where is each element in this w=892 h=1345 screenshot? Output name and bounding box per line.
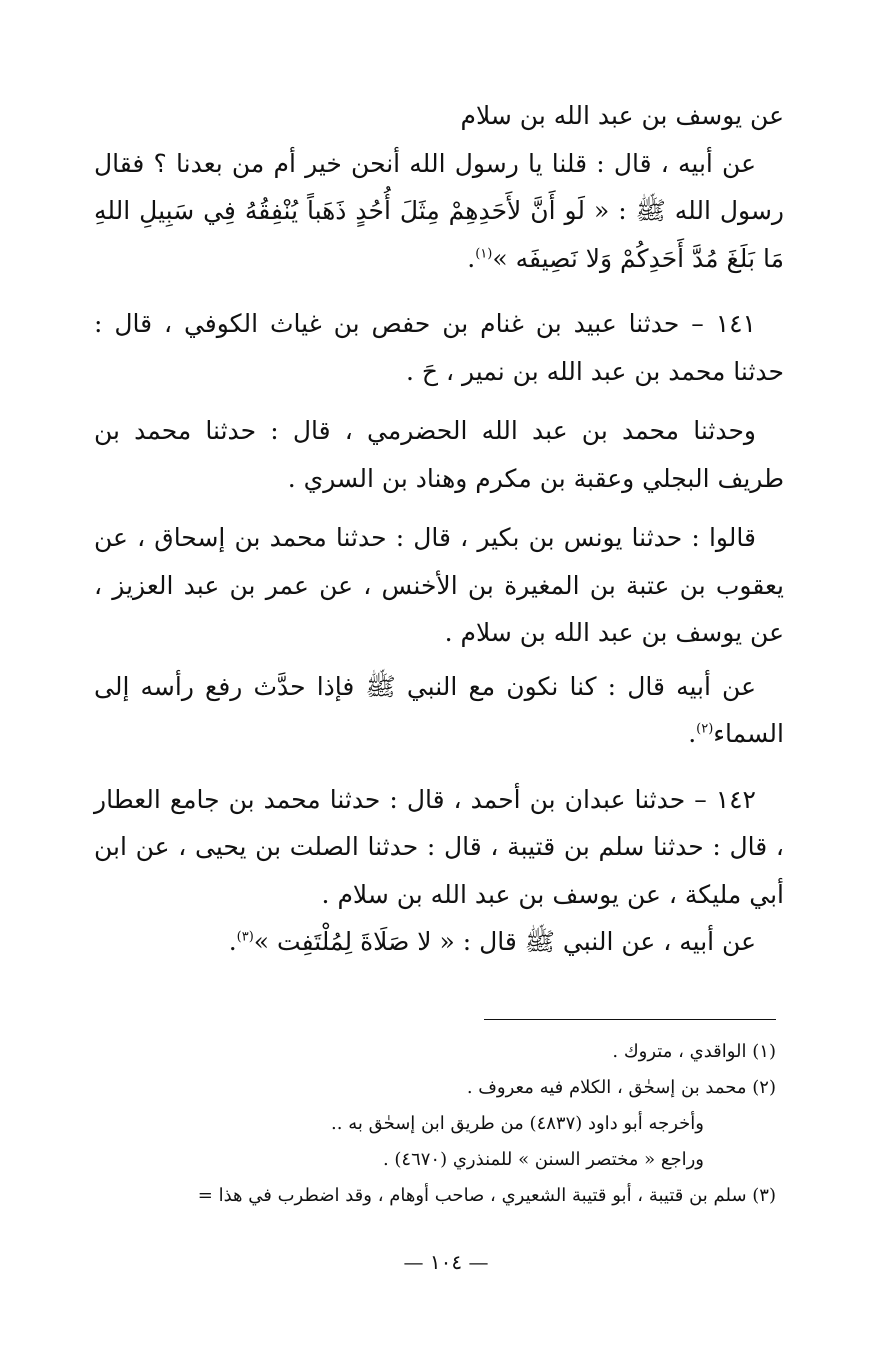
main-text <box>94 92 784 966</box>
period: . <box>688 719 697 748</box>
paragraph-hadith-140-matn <box>94 140 784 283</box>
paragraph-text: عن يوسف بن عبد الله بن سلام <box>460 101 784 130</box>
footnote-2: (٢) محمد بن إسحٰق ، الكلام فيه معروف . <box>466 1077 776 1098</box>
footnote-separator <box>484 1019 776 1020</box>
paragraph-text: عن أبيه ، قال : قلنا يا رسول الله أنحن خير أم من بعدنا ؟ فقال رسول الله ﷺ : « لَو أَنَّ لأَحَدِهِمْ مِثَلَ أُحُدٍ ذَهَباً يُنْفِقُهُ فِي سَبِيلِ اللهِ مَا بَلَغَ مُدَّ أَحَدِكُمْ وَلا نَصِيفَه » <box>94 148 784 273</box>
footnote-2-line-2: وأخرجه أبو داود (٤٨٣٧) من طريق ابن إسحٰق به .. <box>331 1113 704 1134</box>
paragraph-text: ١٤١ – حدثنا عبيد بن غنام بن حفص بن غياث الكوفي ، قال : حدثنا محمد بن عبد الله بن نمير ، حَ . <box>94 309 784 386</box>
paragraph-hadith-141-common-chain <box>94 514 784 657</box>
footnote-mark-3: (٣) <box>236 929 254 945</box>
footnote-1: (١) الواقدي ، متروك . <box>612 1041 776 1062</box>
footnote-2-line-3: وراجع « مختصر السنن » للمنذري (٤٦٧٠) . <box>382 1149 704 1170</box>
page-number: — ١٠٤ — <box>403 1250 489 1274</box>
paragraph-hadith-142-matn <box>94 918 784 966</box>
paragraph-isnad-continuation <box>94 92 784 140</box>
footnotes <box>86 1034 776 1214</box>
paragraph-hadith-141-matn <box>94 663 784 758</box>
period: . <box>228 927 237 956</box>
paragraph-hadith-142 <box>94 776 784 919</box>
paragraph-text: عن أبيه قال : كنا نكون مع النبي ﷺ فإذا حدَّث رفع رأسه إلى السماء <box>94 671 784 748</box>
period: . <box>467 243 476 273</box>
footnote-mark-2: (٢) <box>696 721 714 737</box>
paragraph-hadith-141-second-chain <box>94 407 784 502</box>
footnote-3: (٣) سلم بن قتيبة ، أبو قتيبة الشعيري ، صاحب أوهام ، وقد اضطرب في هذا = <box>197 1185 776 1206</box>
paragraph-text: عن أبيه ، عن النبي ﷺ قال : « لا صَلَاةَ لِمُلْتَفِت » <box>253 927 756 956</box>
paragraph-hadith-141 <box>94 300 784 395</box>
paragraph-text: ١٤٢ – حدثنا عبدان بن أحمد ، قال : حدثنا محمد بن جامع العطار ، قال : حدثنا سلم بن قتيبة ، قال : حدثنا الصلت بن يحيى ، عن ابن أبي مليكة ، عن يوسف بن عبد الله بن سلام . <box>94 784 784 909</box>
footnote-mark-1: (١) <box>475 246 493 262</box>
paragraph-text: وحدثنا محمد بن عبد الله الحضرمي ، قال : حدثنا محمد بن طريف البجلي وعقبة بن مكرم وهناد بن السري . <box>94 416 784 493</box>
paragraph-text: قالوا : حدثنا يونس بن بكير ، قال : حدثنا محمد بن إسحاق ، عن يعقوب بن عتبة بن المغيرة بن الأخنس ، عن عمر بن عبد العزيز ، عن يوسف بن عبد الله بن سلام . <box>94 523 784 647</box>
